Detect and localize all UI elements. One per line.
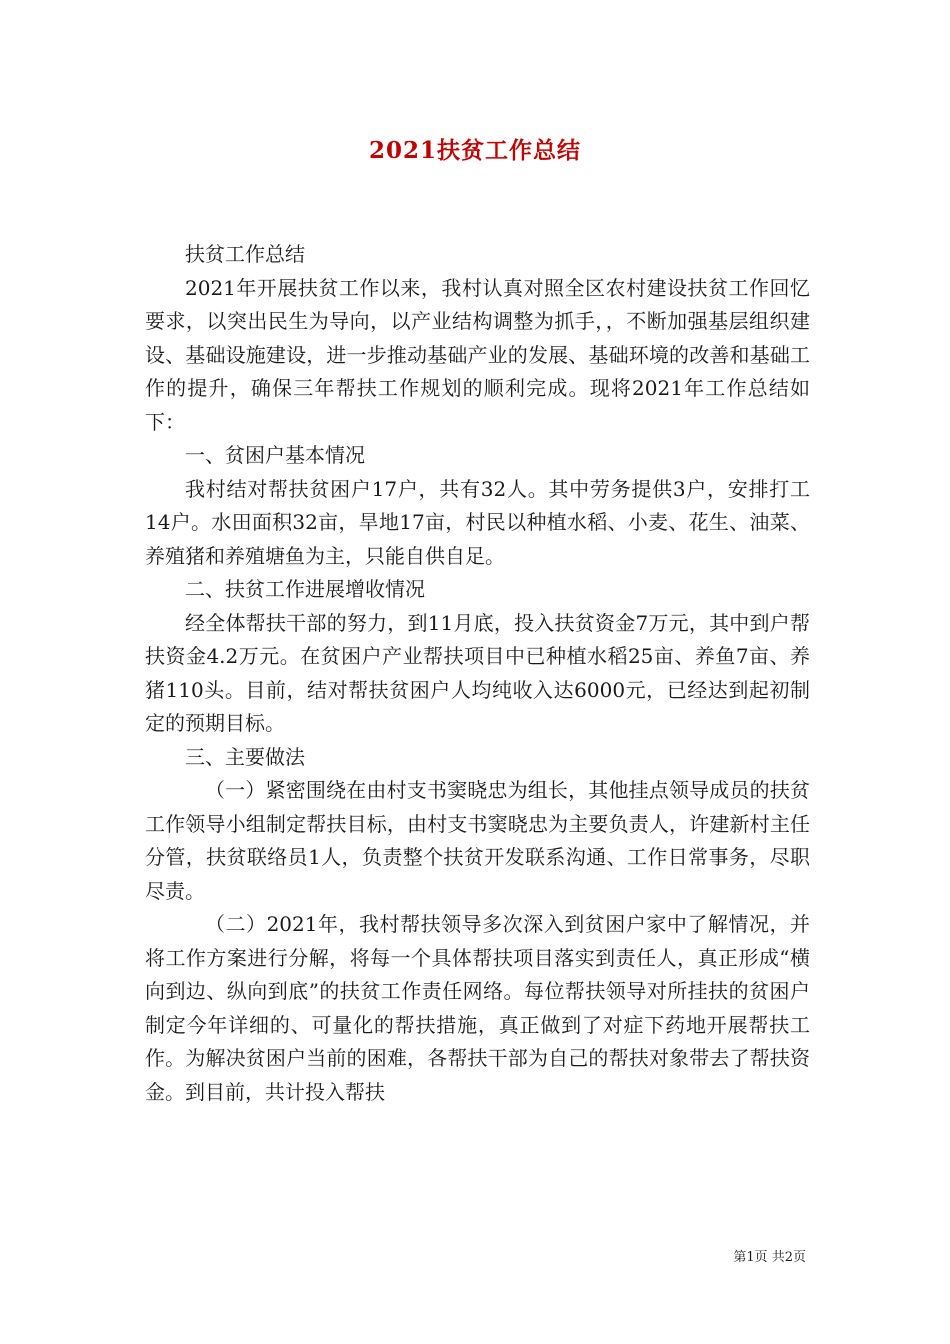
paragraph-section-1: 我村结对帮扶贫困户17户，共有32人。其中劳务提供3户，安排打工14户。水田面积32亩，旱地17亩，村民以种植水稻、小麦、花生、油菜、养殖猪和养殖塘鱼为主，只能自供自足。 <box>145 476 810 568</box>
paragraph-item-1: （一）紧密围绕在由村支书窦晓忠为组长，其他挂点领导成员的扶贫工作领导小组制定帮扶目标，由村支书窦晓忠为主要负责人，许建新村主任分管，扶贫联络员1人，负责整个扶贫开发联系沟通、工作日常事务，尽职尽责。 <box>145 778 810 903</box>
paragraph-heading: 扶贫工作总结 <box>185 242 305 266</box>
paragraph-item-2: （二）2021年，我村帮扶领导多次深入到贫困户家中了解情况，并将工作方案进行分解，将每一个具体帮扶项目落实到责任人，真正形成“横向到边、纵向到底”的扶贫工作责任网络。每位帮扶领导对所挂扶的贫困户制定今年详细的、可量化的帮扶措施，真正做到了对症下药地开展帮扶工作。为解决贫困户当前的困难，各帮扶干部为自己的帮扶对象带去了帮扶资金。到目前，共计投入帮扶 <box>145 912 810 1104</box>
section-heading-3: 三、主要做法 <box>185 744 305 769</box>
section-heading-1: 一、贫困户基本情况 <box>185 443 365 467</box>
paragraph-section-2: 经全体帮扶干部的努力，到11月底，投入扶贫资金7万元，其中到户帮扶资金4.2万元。在贫困户产业帮扶项目中已种植水稻25亩、养鱼7亩、养猪110头。目前，结对帮扶贫困户人均纯收入达6000元，已经达到起初制定的预期目标。 <box>145 610 810 735</box>
document-body <box>145 238 810 1109</box>
page-number-footer: 第1页 共2页 <box>733 1250 806 1265</box>
paragraph-intro: 2021年开展扶贫工作以来，我村认真对照全区农村建设扶贫工作回忆要求，以突出民生为导向，以产业结构调整为抓手，，不断加强基层组织建设、基础设施建设，进一步推动基础产业的发展、基础环境的改善和基础工作的提升，确保三年帮扶工作规划的顺利完成。现将2021年工作总结如下： <box>145 275 810 434</box>
section-heading-2: 二、扶贫工作进展增收情况 <box>185 577 425 601</box>
document-title: 2021扶贫工作总结 <box>368 137 581 164</box>
